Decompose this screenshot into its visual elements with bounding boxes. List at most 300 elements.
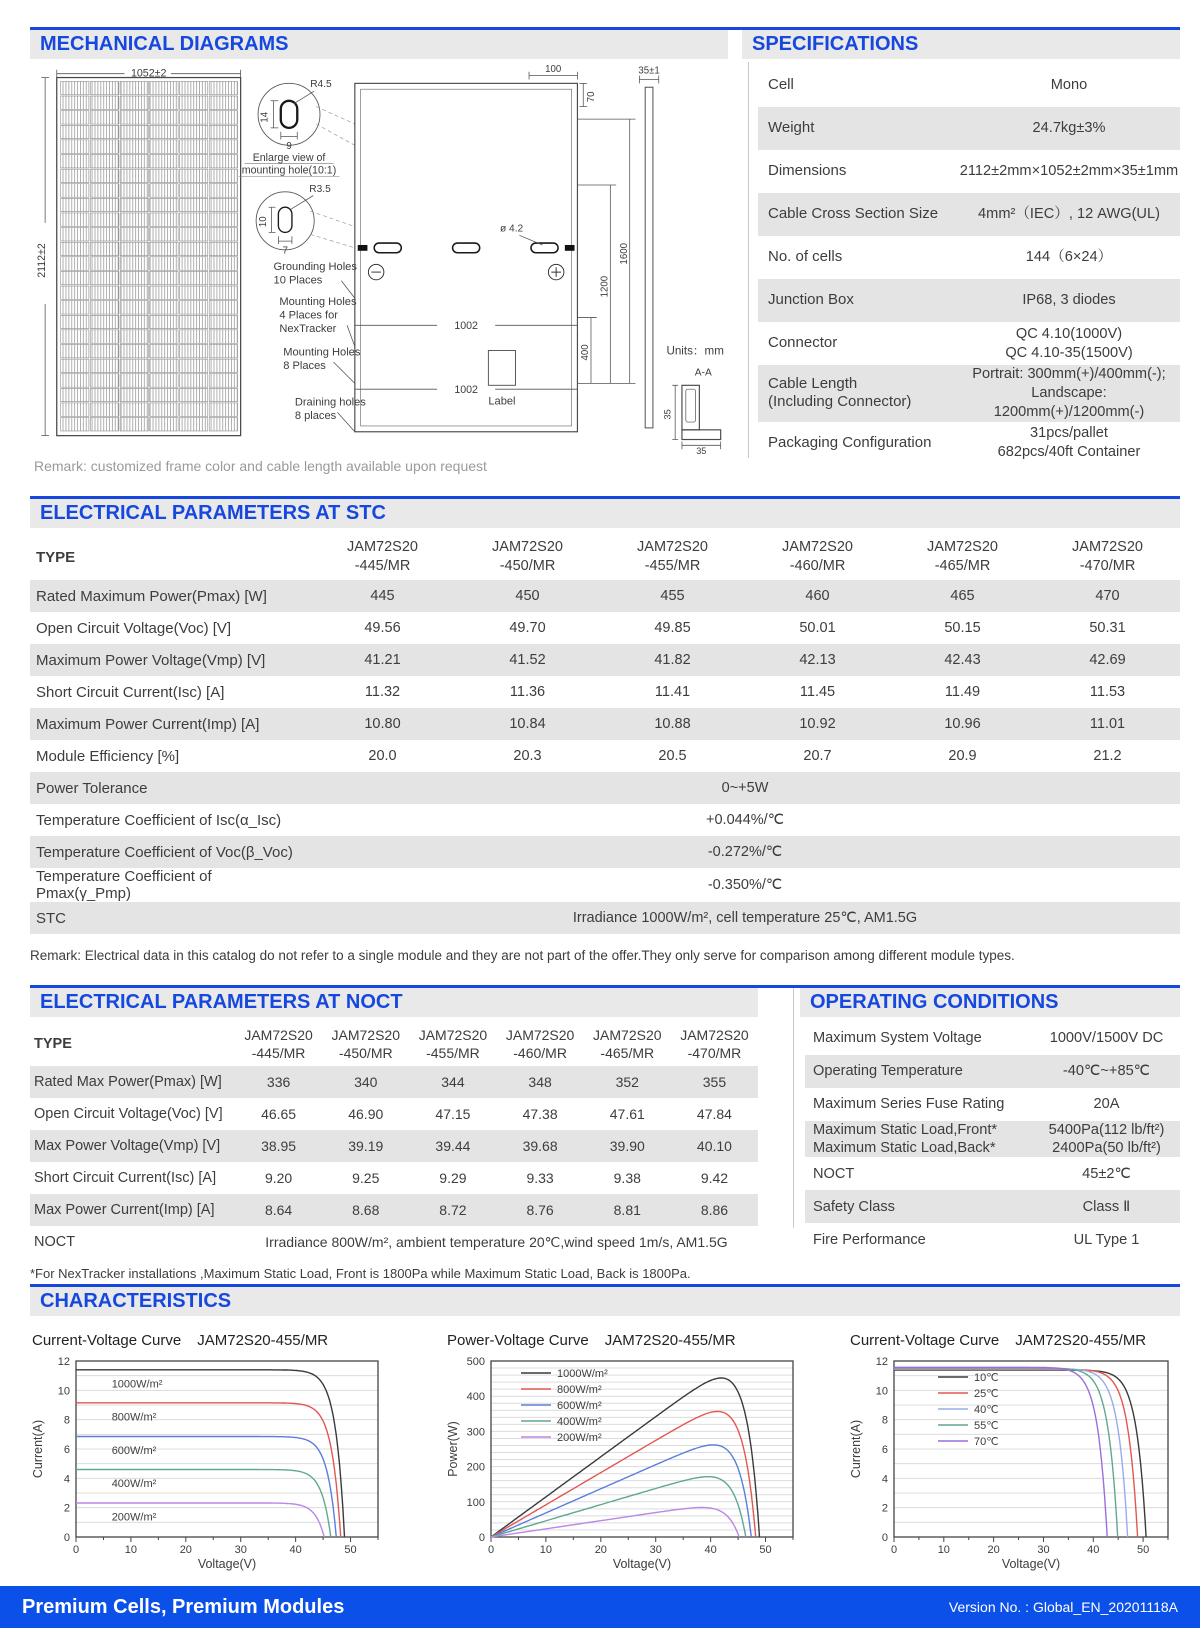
solar-cell	[179, 111, 207, 124]
y-tick-label: 8	[881, 1414, 888, 1427]
table-row	[30, 580, 1180, 612]
table-row	[805, 1088, 1180, 1121]
solar-cell	[209, 228, 237, 241]
label-line: Maximum Static Load,Front*	[813, 1122, 998, 1138]
drawing-text: 9	[286, 141, 292, 153]
solar-cell	[179, 96, 207, 109]
chart-title-text: Current-Voltage Curve	[32, 1332, 182, 1349]
row-value: 20.5	[658, 748, 687, 764]
row-label	[758, 162, 958, 181]
series-path	[491, 1412, 756, 1538]
drawing-shape	[281, 101, 297, 128]
value-line: UL Type 1	[1073, 1231, 1140, 1248]
side-profile	[638, 66, 724, 455]
solar-cell	[90, 81, 118, 94]
solar-cell	[120, 418, 148, 431]
table-row	[30, 676, 1180, 708]
row-value	[958, 291, 1180, 310]
model-family: JAM72S20	[927, 539, 998, 556]
table-row	[30, 644, 1180, 676]
solar-cell	[209, 301, 237, 314]
row-label: Maximum Power Voltage(Vmp) [V]	[36, 651, 266, 669]
series-path	[894, 1370, 1146, 1537]
row-value	[1033, 1095, 1180, 1113]
solar-cell	[120, 403, 148, 416]
solar-cell	[209, 96, 237, 109]
model-family: JAM72S20	[347, 539, 418, 556]
row-label: Power Tolerance	[36, 779, 148, 797]
solar-cell	[179, 418, 207, 431]
row-value: 39.68	[522, 1138, 558, 1154]
x-tick-label: 10	[937, 1544, 950, 1556]
section-title: ELECTRICAL PARAMETERS AT STC	[40, 502, 386, 524]
legend-label: 600W/m²	[557, 1400, 602, 1412]
row-value: 336	[266, 1074, 291, 1090]
row-value: 9.29	[439, 1170, 467, 1186]
solar-cell	[120, 286, 148, 299]
solar-cell	[209, 374, 237, 387]
row-value: 49.56	[364, 620, 401, 636]
legend-label: 1000W/m²	[557, 1368, 608, 1380]
value-line: 2112±2mm×1052±2mm×35±1mm	[959, 163, 1179, 180]
model-variant: -455/MR	[426, 1045, 480, 1061]
enlarge-view-2	[256, 184, 355, 257]
label-line: Weight	[768, 119, 815, 137]
row-value	[1033, 1121, 1180, 1157]
model-family: JAM72S20	[1072, 539, 1143, 556]
drawing-text: mounting hole(10:1)	[241, 164, 337, 177]
series-inline-label: 800W/m²	[111, 1411, 157, 1424]
solar-cell	[120, 81, 148, 94]
solar-cell	[150, 125, 178, 138]
drawing-shape	[269, 207, 276, 232]
row-value: 465	[950, 588, 975, 604]
label-line: Packaging Configuration	[768, 434, 932, 452]
solar-cell	[61, 242, 89, 255]
y-tick-label: 0	[478, 1532, 485, 1544]
table-row	[758, 193, 1180, 236]
solar-cell	[150, 388, 178, 401]
solar-cell	[61, 359, 89, 372]
solar-cell	[150, 418, 178, 431]
row-label: Open Circuit Voltage(Voc) [V]	[36, 619, 232, 637]
drawing-text: Enlarge view of	[252, 151, 326, 164]
solar-cell	[120, 198, 148, 211]
value-line: 24.7kg±3%	[1032, 120, 1106, 137]
row-value: 8.76	[526, 1202, 554, 1218]
drawing-text: R4.5	[310, 79, 332, 91]
solar-cell	[61, 388, 89, 401]
drawing-text: Draining holes	[294, 396, 366, 409]
row-value: 10.96	[944, 716, 981, 732]
value-line: 31pcs/pallet	[1030, 425, 1108, 442]
solar-cell	[150, 286, 178, 299]
drawing-text: A-A	[694, 367, 712, 379]
solar-cell	[179, 374, 207, 387]
table-row	[30, 1066, 758, 1098]
solar-cell	[150, 330, 178, 343]
y-axis-label: Power(W)	[446, 1421, 460, 1477]
solar-cell	[90, 315, 118, 328]
column-divider	[748, 62, 749, 458]
drawing-shape	[361, 89, 572, 426]
drawing-shape	[519, 235, 542, 245]
x-tick-label: 40	[704, 1544, 717, 1556]
x-tick-label: 50	[759, 1544, 772, 1556]
solar-cell	[90, 418, 118, 431]
table-row	[805, 1055, 1180, 1088]
drawing-shape	[639, 76, 658, 84]
footer-slogan: Premium Cells, Premium Modules	[22, 1595, 345, 1618]
solar-cell	[61, 169, 89, 182]
section-header-mechanical	[30, 30, 728, 59]
solar-cell	[61, 125, 89, 138]
x-tick-label: 10	[124, 1544, 138, 1556]
section-title: OPERATING CONDITIONS	[810, 991, 1059, 1013]
enlarge-view-1	[239, 79, 355, 176]
solar-cell	[150, 359, 178, 372]
row-value: 11.49	[944, 684, 981, 700]
table-row	[30, 708, 1180, 740]
series-inline-label: 400W/m²	[111, 1478, 157, 1491]
chart-model-text: JAM72S20-455/MR	[1015, 1332, 1147, 1349]
front-view	[36, 68, 241, 436]
row-value: 42.43	[944, 652, 981, 668]
row-value: 455	[660, 588, 685, 604]
model-header	[235, 1026, 322, 1062]
label-line: Maximum Static Load,Back*	[813, 1140, 996, 1157]
footer-bar	[0, 1586, 1200, 1628]
row-value: 10.80	[364, 716, 401, 732]
solar-cell	[120, 125, 148, 138]
drawing-text: 10	[257, 216, 269, 228]
solar-cell	[61, 374, 89, 387]
row-label	[758, 375, 958, 413]
solar-cell	[150, 315, 178, 328]
solar-cell	[61, 140, 89, 153]
drawing-text: 400	[580, 344, 592, 361]
x-tick-label: 30	[1037, 1544, 1050, 1556]
x-tick-label: 40	[1087, 1544, 1100, 1556]
solar-cell	[179, 81, 207, 94]
drawing-shape	[682, 385, 699, 430]
y-tick-label: 8	[63, 1414, 70, 1427]
drawing-shape	[294, 91, 314, 104]
operating-conditions-table	[805, 1022, 1180, 1256]
model-header	[455, 538, 600, 576]
row-value: 49.70	[509, 620, 546, 636]
solar-cell	[90, 403, 118, 416]
drawing-text: 7	[282, 245, 288, 257]
solar-cell	[209, 213, 237, 226]
solar-cell	[150, 257, 178, 270]
solar-cell	[209, 125, 237, 138]
solar-cell	[120, 359, 148, 372]
table-row	[758, 279, 1180, 322]
row-value: 38.95	[261, 1138, 297, 1154]
series-inline-label: 1000W/m²	[111, 1378, 163, 1391]
solar-cell	[61, 154, 89, 167]
solar-cell	[179, 198, 207, 211]
solar-cell	[90, 374, 118, 387]
label-line: (Including Connector)	[768, 393, 912, 411]
drawing-text: 10 Places	[273, 274, 323, 287]
x-tick-label: 20	[179, 1544, 192, 1556]
drawing-shape	[61, 81, 238, 431]
drawing-shape	[551, 267, 561, 277]
solar-cell	[179, 257, 207, 270]
value-line: IP68, 3 diodes	[1022, 292, 1116, 309]
value-line: 20A	[1093, 1096, 1120, 1113]
solar-cell	[209, 242, 237, 255]
legend-label: 25℃	[974, 1388, 999, 1400]
pv-curve-chart	[445, 1332, 805, 1576]
row-merged-value: 0~+5W	[721, 780, 769, 796]
row-value: 39.19	[348, 1138, 384, 1154]
legend-label: 10℃	[974, 1372, 999, 1384]
row-value	[1033, 1198, 1180, 1216]
solar-cell	[120, 301, 148, 314]
model-variant: -460/MR	[513, 1045, 567, 1061]
section-header-specifications	[742, 30, 1180, 59]
solar-cell	[120, 257, 148, 270]
x-tick-label: 20	[594, 1544, 607, 1556]
model-variant: -450/MR	[338, 1045, 393, 1061]
y-tick-label: 6	[881, 1444, 888, 1456]
value-line: 45±2℃	[1082, 1165, 1131, 1182]
value-line: -40℃~+85℃	[1062, 1063, 1151, 1080]
model-header	[497, 1026, 584, 1062]
solar-cell	[150, 374, 178, 387]
table-row	[758, 150, 1180, 193]
table-row-merged	[30, 1226, 758, 1258]
column-divider	[793, 988, 794, 1228]
drawing-shape	[278, 236, 292, 244]
solar-cell	[61, 198, 89, 211]
solar-cell	[150, 169, 178, 182]
row-value: 10.88	[654, 716, 691, 732]
solar-cell	[179, 286, 207, 299]
row-value	[958, 248, 1180, 267]
row-value	[958, 119, 1180, 138]
row-value: 46.65	[261, 1106, 297, 1122]
row-label: STC	[36, 909, 66, 927]
solar-cell	[120, 388, 148, 401]
model-variant: -450/MR	[499, 558, 556, 574]
row-label	[758, 119, 958, 138]
solar-cell	[209, 330, 237, 343]
noct-table	[30, 1022, 758, 1258]
model-family: JAM72S20	[637, 539, 708, 556]
model-family: JAM72S20	[505, 1026, 575, 1043]
drawing-text: 2112±2	[36, 243, 49, 278]
solar-cell	[120, 242, 148, 255]
solar-cell	[179, 403, 207, 416]
solar-cell	[179, 359, 207, 372]
y-tick-label: 300	[466, 1426, 485, 1439]
drawing-shape	[565, 245, 575, 251]
row-value: 352	[615, 1074, 639, 1090]
legend-label: 55℃	[974, 1420, 999, 1432]
drawing-shape	[281, 132, 297, 140]
drawing-text: 1002	[454, 384, 478, 397]
row-value: 47.38	[522, 1106, 558, 1122]
chart-title	[32, 1332, 390, 1349]
drawing-shape	[347, 325, 355, 346]
solar-cell	[61, 213, 89, 226]
solar-cell	[209, 271, 237, 284]
legend-label: 200W/m²	[557, 1432, 602, 1444]
callout-labels	[274, 261, 367, 432]
table-row-merged	[30, 868, 1180, 902]
solar-cell	[209, 315, 237, 328]
solar-cell	[61, 403, 89, 416]
row-value	[958, 205, 1180, 224]
row-value	[958, 162, 1180, 181]
label-line: Maximum System Voltage	[813, 1030, 982, 1047]
solar-cell	[179, 184, 207, 197]
series-path	[491, 1508, 739, 1538]
row-value	[1033, 1062, 1180, 1080]
row-value: 20.7	[803, 748, 832, 764]
row-value: 460	[805, 588, 830, 604]
y-tick-label: 6	[63, 1444, 70, 1456]
x-tick-label: 0	[890, 1544, 898, 1556]
iv-curve-irradiance-chart	[30, 1332, 390, 1576]
drawing-shape	[334, 362, 355, 383]
y-tick-label: 2	[881, 1502, 888, 1515]
drawing-text: 8 places	[294, 410, 337, 423]
row-value: 20.3	[513, 748, 542, 764]
y-tick-label: 200	[466, 1461, 485, 1474]
table-row-merged	[30, 804, 1180, 836]
row-label	[758, 291, 958, 310]
model-header	[890, 538, 1035, 576]
solar-cell	[120, 213, 148, 226]
solar-cell	[61, 330, 89, 343]
solar-cell	[90, 154, 118, 167]
row-value: 11.01	[1089, 716, 1126, 732]
solar-cell	[90, 169, 118, 182]
y-tick-label: 4	[881, 1473, 888, 1486]
label-line: Cell	[768, 76, 794, 94]
row-value: 46.90	[348, 1106, 384, 1122]
row-value: 355	[702, 1074, 727, 1090]
row-value: 42.13	[799, 652, 836, 668]
row-merged-value: Irradiance 1000W/m², cell temperature 25℃, AM1.5G	[572, 910, 918, 926]
model-family: JAM72S20	[418, 1026, 488, 1043]
solar-cell	[120, 344, 148, 357]
section-header-characteristics	[30, 1287, 1180, 1316]
drawing-shape	[672, 385, 678, 439]
chart-model-text: JAM72S20-455/MR	[604, 1332, 736, 1349]
model-variant: -470/MR	[1079, 558, 1136, 574]
row-value	[958, 76, 1180, 95]
solar-cell	[61, 96, 89, 109]
series-path	[894, 1367, 1107, 1537]
drawing-shape	[374, 243, 401, 253]
drawing-shape	[310, 211, 355, 248]
solar-cell	[61, 301, 89, 314]
drawing-text: 1600	[618, 242, 630, 265]
section-title: ELECTRICAL PARAMETERS AT NOCT	[40, 991, 403, 1013]
drawing-text: 8 Places	[283, 359, 326, 372]
section-title: CHARACTERISTICS	[40, 1290, 232, 1312]
row-label	[805, 1165, 1033, 1183]
row-label	[758, 76, 958, 95]
row-value: 40.10	[696, 1138, 732, 1154]
table-row	[805, 1022, 1180, 1055]
chart-model-text: JAM72S20-455/MR	[197, 1332, 329, 1349]
solar-cell	[150, 213, 178, 226]
value-line: Portrait: 300mm(+)/400mm(-);	[972, 366, 1166, 382]
solar-cell	[61, 81, 89, 94]
row-label	[805, 1062, 1033, 1080]
solar-cell	[150, 81, 178, 94]
model-family: JAM72S20	[593, 1026, 662, 1043]
drawing-shape	[453, 243, 480, 253]
section-header-operating	[800, 988, 1180, 1017]
y-tick-label: 100	[466, 1496, 485, 1509]
row-value: 11.45	[799, 684, 836, 700]
solar-cell	[120, 154, 148, 167]
table-row	[758, 365, 1180, 422]
label-line: Operating Temperature	[813, 1063, 963, 1080]
table-row-merged	[30, 772, 1180, 804]
model-header	[671, 1026, 758, 1062]
solar-cell	[209, 140, 237, 153]
solar-cell	[90, 125, 118, 138]
solar-cell	[120, 228, 148, 241]
y-tick-label: 500	[466, 1356, 485, 1368]
solar-cell	[150, 198, 178, 211]
solar-cell	[61, 271, 89, 284]
row-value: 10.84	[509, 716, 546, 732]
x-axis-label: Voltage(V)	[1001, 1557, 1061, 1571]
y-tick-label: 0	[881, 1532, 888, 1544]
table-row	[30, 1130, 758, 1162]
row-label: Rated Maximum Power(Pmax) [W]	[36, 587, 267, 605]
label-line: Connector	[768, 334, 838, 352]
solar-cell	[61, 344, 89, 357]
row-label	[758, 334, 958, 353]
row-value: 11.32	[364, 684, 401, 700]
solar-cell	[150, 184, 178, 197]
solar-cell	[179, 140, 207, 153]
solar-cell	[179, 125, 207, 138]
iv-curve-temperature-chart	[848, 1332, 1180, 1576]
row-value: 11.41	[654, 684, 691, 700]
model-header	[600, 538, 745, 576]
chart-title-text: Current-Voltage Curve	[850, 1332, 1000, 1349]
model-family: JAM72S20	[782, 539, 853, 556]
table-row	[30, 1194, 758, 1226]
solar-cell	[179, 301, 207, 314]
label-line: Dimensions	[768, 162, 847, 180]
mechanical-drawing	[30, 64, 730, 455]
x-tick-label: 30	[234, 1544, 247, 1556]
row-label: Short Circuit Current(Isc) [A]	[36, 683, 225, 701]
solar-cell	[120, 315, 148, 328]
row-value: 20.0	[368, 748, 397, 764]
x-tick-label: 40	[289, 1544, 302, 1556]
label-line: Maximum Series Fuse Rating	[813, 1096, 1005, 1113]
row-label: Temperature Coefficient of Pmax(γ_Pmp)	[36, 868, 212, 902]
row-label	[758, 248, 958, 267]
row-value: 9.25	[352, 1170, 380, 1186]
x-tick-label: 0	[487, 1544, 495, 1556]
table-row	[30, 612, 1180, 644]
